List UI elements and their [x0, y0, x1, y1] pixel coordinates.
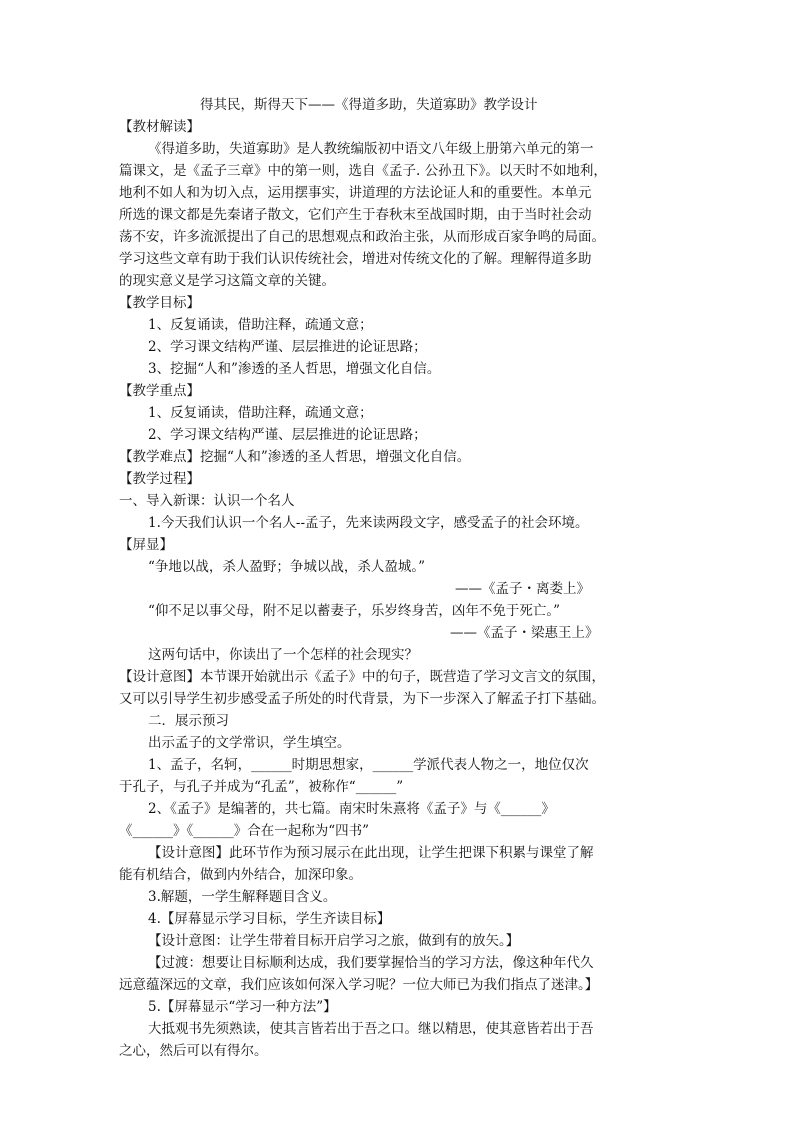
quote-source: ——《孟子・离娄上》: [455, 581, 590, 597]
step-heading: 二．展示预习: [148, 713, 229, 729]
step-text: 4.【屏幕显示学习目标，学生齐读目标】: [148, 911, 391, 927]
quote-text: “仰不足以事父母，附不足以蓄妻子，乐岁终身苦，凶年不免于死亡。”: [148, 603, 561, 619]
key-item: 1、反复诵读，借助注释，疏通文意；: [148, 405, 373, 421]
fill-blank-line: 1、孟子，名轲，______时期思想家，______学派代表人物之一，地位仅次: [148, 757, 589, 773]
paragraph-line: 所选的课文都是先秦诸子散文，它们产生于春秋末至战国时期，由于当时社会动: [119, 207, 592, 223]
step-text: 出示孟子的文学常识，学生填空。: [148, 735, 351, 751]
paragraph-line: 《得道多助，失道寡助》是人教统编版初中语文八年级上册第六单元的第一: [148, 141, 594, 157]
step-text: 1.今天我们认识一个名人--孟子，先来读两段文字，感受孟子的社会环境。: [148, 515, 589, 531]
key-item: 2、学习课文结构严谨、层层推进的论证思路；: [148, 427, 427, 443]
quote-text: “争地以战，杀人盈野；争城以战，杀人盈城。”: [148, 559, 426, 575]
design-intent-line: 能有机结合，做到内外结合，加深印象。: [119, 867, 362, 883]
paragraph-line: 的现实意义是学习这篇文章的关键。: [119, 273, 335, 289]
step-text: 5.【屏幕显示“学习一种方法”】: [148, 999, 337, 1015]
design-intent-line: 【设计意图】此环节作为预习展示在此出现，让学生把课下积累与课堂了解: [148, 845, 594, 861]
method-line: 之心，然后可以有得尔。: [119, 1043, 268, 1059]
section-difficulty: 【教学难点】挖掘“人和”渗透的圣人哲思，增强文化自信。: [119, 449, 471, 465]
quote-source: ——《孟子・梁惠王上》: [450, 625, 599, 641]
goal-item: 2、学习课文结构严谨、层层推进的论证思路；: [148, 339, 427, 355]
transition-line: 【过渡：想要让目标顺利达成，我们要掌握恰当的学习方法，像这种年代久: [148, 955, 594, 971]
paragraph-line: 学习这些文章有助于我们认识传统社会，增进对传统文化的了解。理解得道多助: [119, 251, 592, 267]
goal-item: 3、挖掘“人和”渗透的圣人哲思，增强文化自信。: [148, 361, 441, 377]
document-title: 得其民，斯得天下——《得道多助，失道寡助》教学设计: [200, 97, 538, 113]
fill-blank-line: 于孔子，与孔子并成为“孔孟”，被称作“______”: [119, 779, 404, 795]
section-heading-process: 【教学过程】: [119, 471, 200, 487]
goal-item: 1、反复诵读，借助注释，疏通文意；: [148, 317, 373, 333]
question-text: 这两句话中，你读出了一个怎样的社会现实？: [148, 647, 418, 663]
fill-blank-line: 2、《孟子》是编著的，共七篇。南宋时朱熹将《孟子》与《______》: [148, 801, 555, 817]
step-text: 3.解题，一学生解释题目含义。: [148, 889, 337, 905]
section-heading-key: 【教学重点】: [119, 383, 200, 399]
paragraph-line: 地利不如人和为切入点，运用摆事实，讲道理的方法论证人和的重要性。本单元: [119, 185, 592, 201]
section-heading-material: 【教材解读】: [119, 119, 200, 135]
screen-label: 【屏显】: [119, 537, 173, 553]
paragraph-line: 荡不安，许多流派提出了自己的思想观点和政治主张，从而形成百家争鸣的局面。: [119, 229, 605, 245]
design-intent-line: 【设计意图】本节课开始就出示《孟子》中的句子，既营造了学习文言文的氛围，: [119, 669, 605, 685]
section-heading-goals: 【教学目标】: [119, 295, 200, 311]
paragraph-line: 篇课文，是《孟子三章》中的第一则，选自《孟子. 公孙丑下》。以天时不如地利，: [119, 163, 607, 179]
design-intent-line: 【设计意图：让学生带着目标开启学习之旅，做到有的放矢。】: [148, 933, 520, 949]
design-intent-line: 又可以引导学生初步感受孟子所处的时代背景，为下一步深入了解孟子打下基础。: [119, 691, 605, 707]
fill-blank-line: 《______》《______》合在一起称为“四书”: [119, 823, 370, 839]
method-line: 大抵观书先须熟读，使其言皆若出于吾之口。继以精思，使其意皆若出于吾: [148, 1021, 594, 1037]
transition-line: 远意蕴深远的文章，我们应该如何深入学习呢？一位大师已为我们指点了迷津。】: [119, 977, 599, 993]
step-heading: 一、导入新课：认识一个名人: [119, 493, 295, 509]
